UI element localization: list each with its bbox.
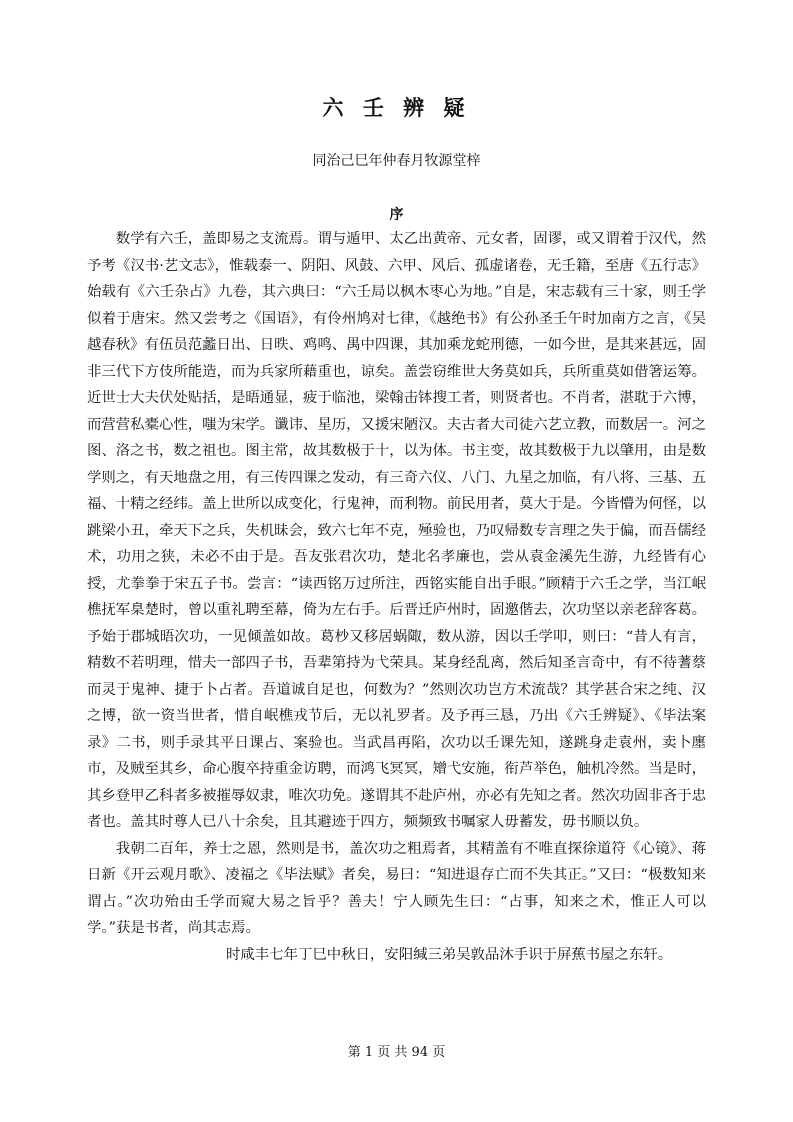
paragraph: 数学有六壬，盖即易之支流焉。谓与遁甲、太乙出黄帝、元女者，固谬，或又谓着于汉代，然予考《汉书·艺文志》，惟载泰一、阴阳、风鼓、六甲、风后、孤虚诸卷，无壬籍，至唐《五行志》始载有《六壬杂占》九卷，其六典曰：“六壬局以枫木枣心为地。”自是，宋志载有三十家，则壬学似着于唐宋。然又尝考之《国语》，有伶州鸠对七律，《越绝书》有公孙圣壬午时加南方之言，《吴越春秋》有伍员范蠡日出、日昳、鸡鸣、禺中四课，其加乘龙蛇刑德，一如今世，是其来甚远，固非三代下方伎所能造，而为兵家所藉重也，谅矣。盖尝窃维世大务莫如兵，兵所重莫如借箸运筹。近世士大夫伏处贴括，是晤通显，疲于临池，梁翰击钵搜工者，则贤者也。不肖者，湛耽于六博，而营营私橐心性，嗤为宋学。谶讳、星历，又援宋陋汉。夫古者大司徒六艺立教，而数居一。河之图、洛之书，数之祖也。图主常，故其数极于十，以为体。书主变，故其数极于九以肇用，由是数学则之，有天地盘之用，有三传四课之发动，有三奇六仪、八门、九星之加临，有八将、三基、五福、十精之经纬。盖上世所以成变化，行鬼神，而利物。前民用者，莫大于是。今皆懵为何怪，以跳梁小丑，牵天下之兵，失机昧会，致六七年不克，殛验也，乃叹帰数专言理之失于偏，而吾儒经术，功用之狭，未必不由于是。吾友张君次功，楚北名孝廉也，尝从袁金溪先生游，九经皆有心授，尤拳拳于宋五子书。尝言：“读西铭万过所注，西铭实能自出手眼。”顾精于六壬之学，当江岷樵抚军臬楚时，曾以重礼聘至幕，倚为左右手。后晋迁庐州时，固邀偕去，次功坚以亲老辞客葛。予始于郡城晤次功，一见倾盖如故。葛杪又移居蜗陬，数从游，因以壬学叩，则曰：“昔人有言，精数不若明理，惜夫一部四子书，吾辈第持为弋荣具。某身经乱离，然后知圣言奇中，有不待蓍蔡而灵于鬼神、捷于卜占者。吾道诚自足也，何数为？”然则次功岂方术流哉？其学甚合宋之纯、汉之博，欲一资当世者，惜自岷樵戎节后，无以礼罗者。及予再三恳，乃出《六壬辨疑》、《毕法案录》二书，则手录其平日课占、案验也。当武昌再陷，次功以壬课先知，遂跳身走袁州，卖卜廛市，及贼至其乡，命心腹卒持重金访聘，而鸿飞冥冥，矰弋安施，衔芦举色，触机冷然。当是时，其乡登甲乙科者多被摧辱奴隶，唯次功免。遂谓其不赴庐州，亦必有先知之者。然次功固非吝于忠者也。盖其时尊人已八十余矣，且其避迹于四方，频频致书嘱家人毋蓄发，毋书顺以负。 [87,231,706,830]
paragraph: 我朝二百年，养士之恩，然则是书，盖次功之粗焉者，其精盖有不唯直探徐道符《心镜》、蒋日新《开云观月歌》、凌福之《毕法赋》者矣，易曰：“知进退存亡而不失其正。”又曰：“极数知来谓占。”次功殆由壬学而窥大易之旨乎？善夫！宁人顾先生曰：“占事，知来之术，惟正人可以学。”获是书者，尚其志焉。 [87,840,706,936]
page-number: 第 1 页 共 94 页 [347,1045,446,1060]
signature-line: 时咸丰七年丁巳中秋日，安阳缄三弟吴敦品沐手识于屏蕉书屋之东轩。 [226,947,673,963]
section-heading: 序 [389,207,404,223]
publication-note: 同治己巳年仲春月牧源堂梓 [312,153,481,169]
preface-body [87,226,706,942]
page-title: 六 壬 辨 疑 [322,95,471,120]
